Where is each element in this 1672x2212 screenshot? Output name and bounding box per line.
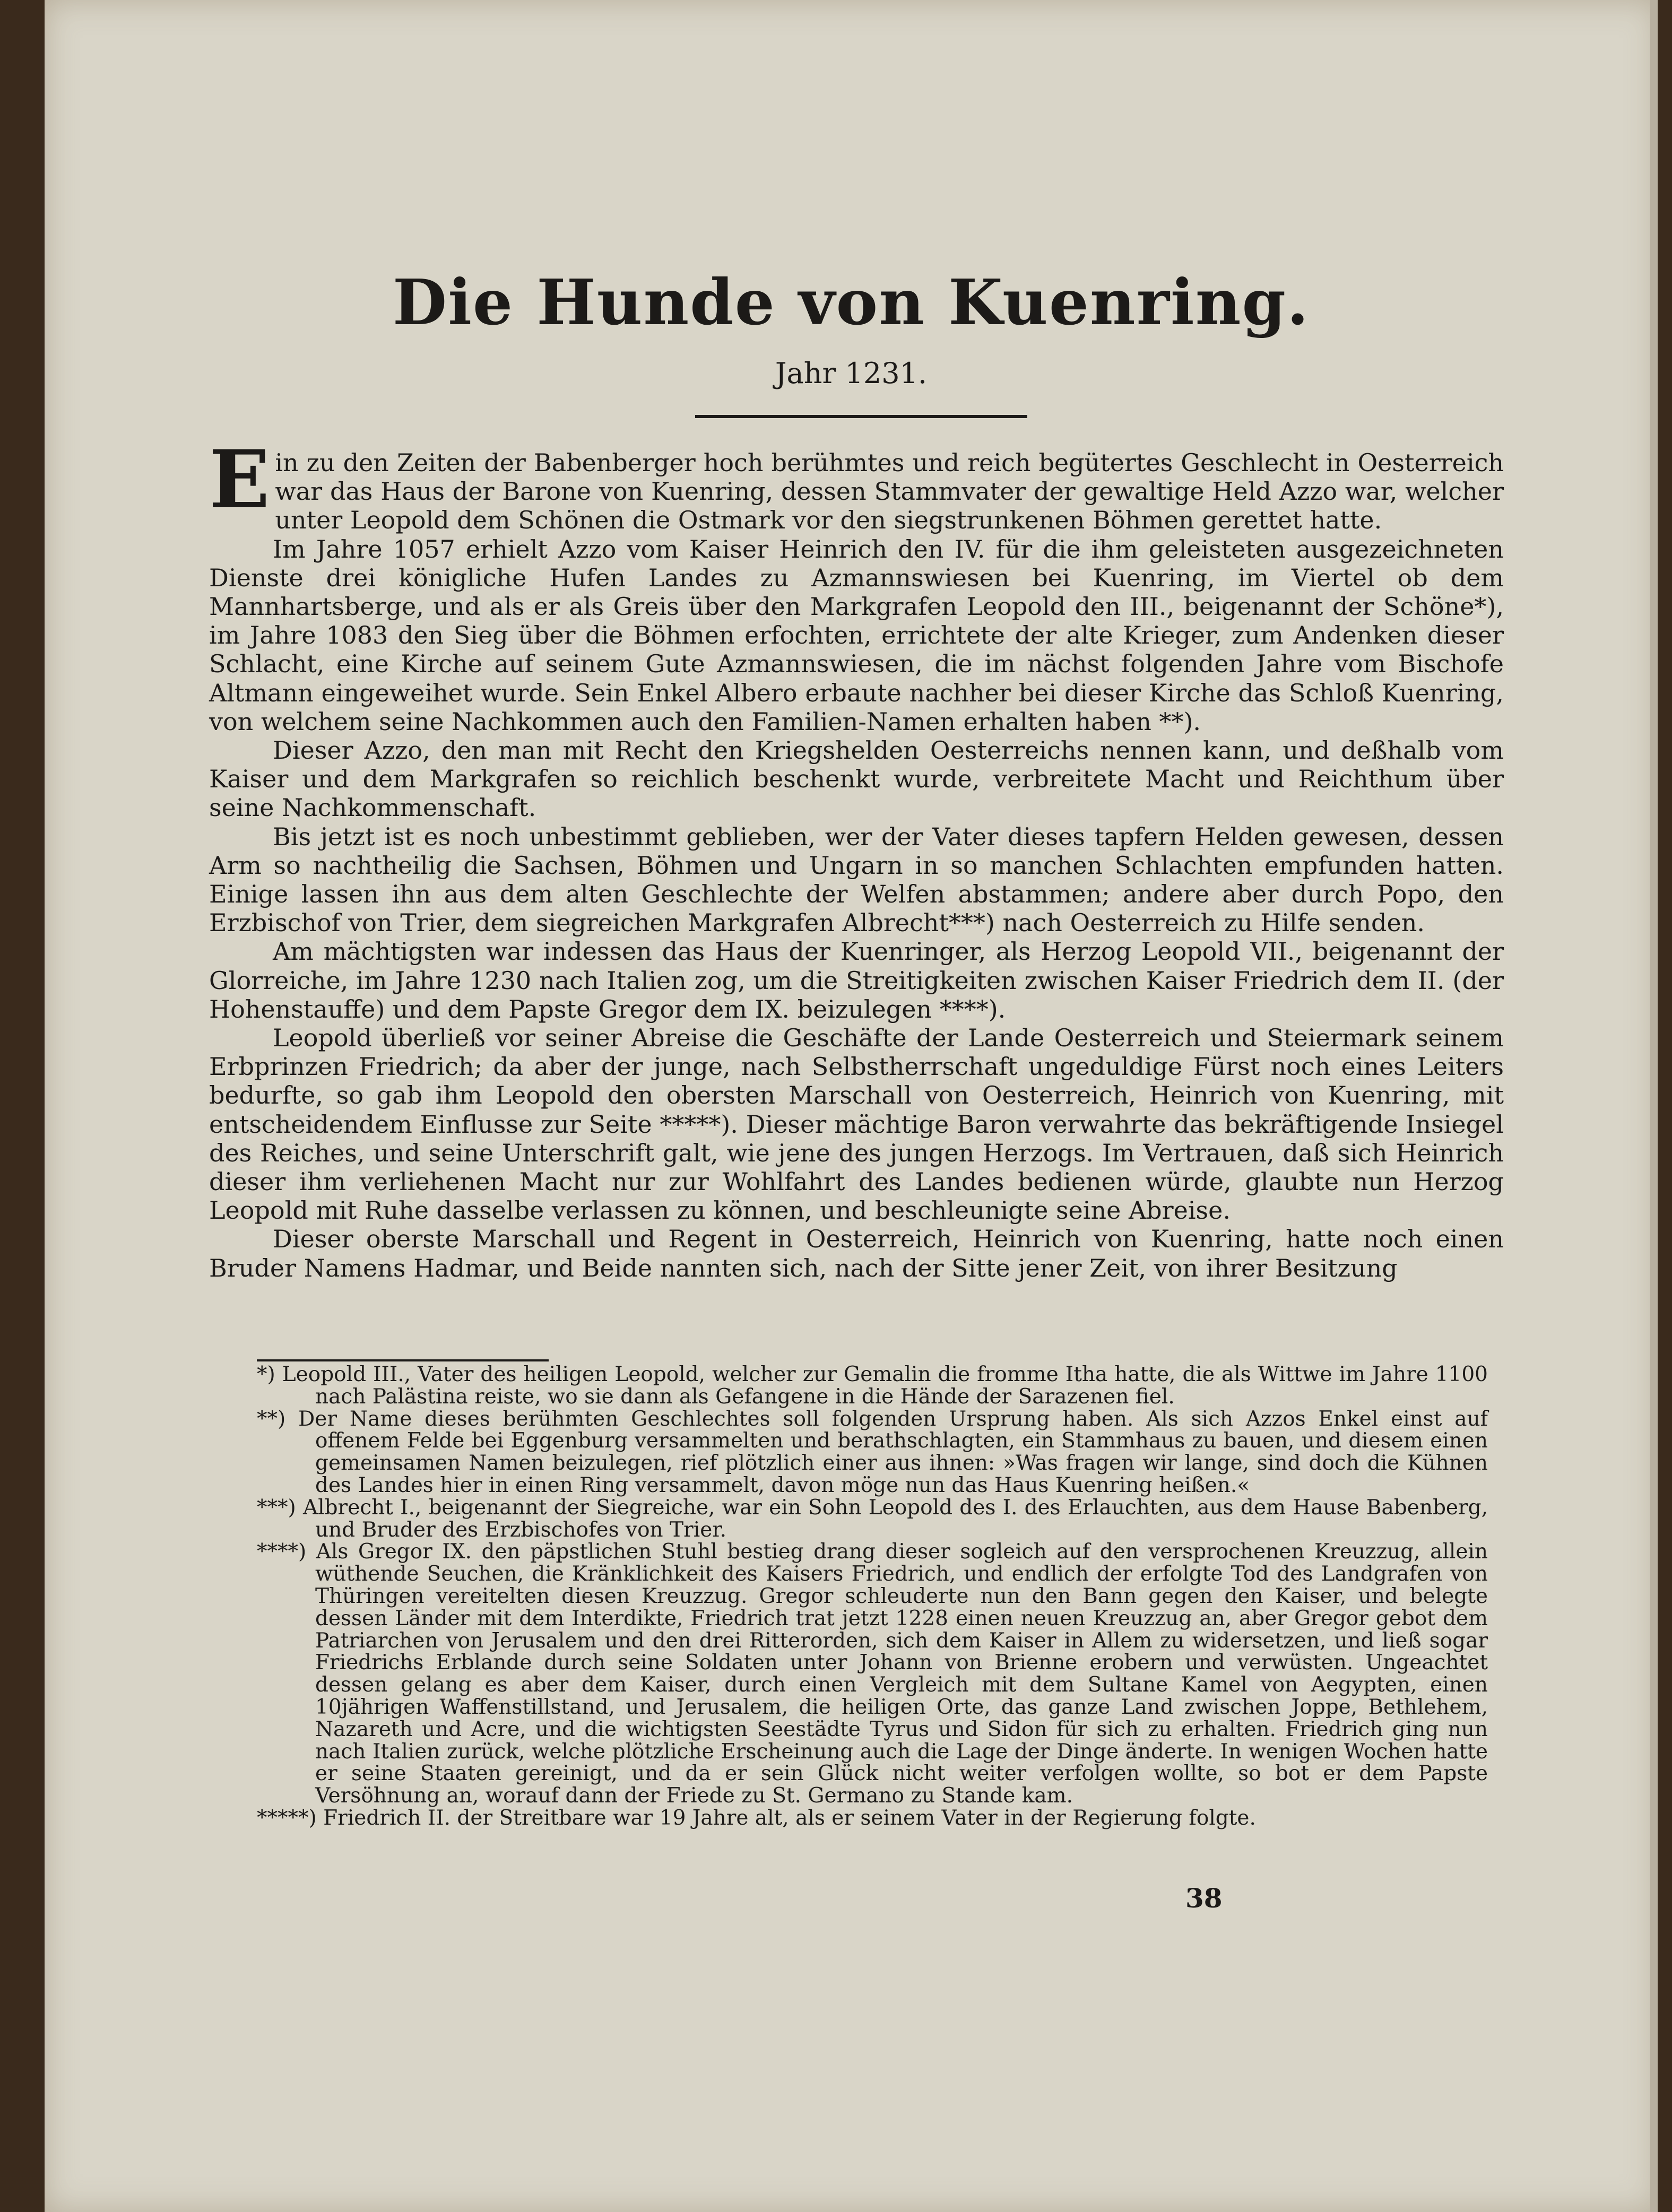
page-fold xyxy=(1650,0,1658,2212)
drop-cap: E xyxy=(209,433,270,526)
year-subtitle: Jahr 1231. xyxy=(775,357,928,390)
paragraph: Dieser Azzo, den man mit Recht den Kriegshelden Oesterreichs nennen kann, und deßhalb vom Kaiser und dem Markgrafen so reichlich beschenkt wurde, verbreitete Macht und Reichthum über seine Nachkommenschaft. xyxy=(209,736,1504,822)
title-divider xyxy=(695,415,1027,418)
footnotes xyxy=(257,1364,1488,1829)
page-number: 38 xyxy=(1185,1883,1223,1914)
footnote: *) Leopold III., Vater des heiligen Leopold, welcher zur Gemalin die fromme Itha hatte, die als Wittwe im Jahre 1100 nach Palästina reiste, wo sie dann als Gefangene in die Hände der Sarazenen fiel. xyxy=(257,1363,1488,1409)
paragraph: Im Jahre 1057 erhielt Azzo vom Kaiser Heinrich den IV. für die ihm geleisteten ausgezeichneten Dienste drei königliche Hufen Landes zu Azmannswiesen bei Kuenring, im Viertel ob dem Mannhartsberge, und als er als Greis über den Markgrafen Leopold den III., beigenannt der Schöne*), im Jahre 1083 den Sieg über die Böhmen erfochten, errichtete der alte Krieger, zum Andenken dieser Schlacht, eine Kirche auf seinem Gute Azmannswiesen, die im nächst folgenden Jahre vom Bischofe Altmann eingeweihet wurde. Sein Enkel Albero erbaute nachher bei dieser Kirche das Schloß Kuenring, von welchem seine Nachkommen auch den Familien-Namen erhalten haben **). xyxy=(209,534,1504,736)
paragraph: Dieser oberste Marschall und Regent in Oesterreich, Heinrich von Kuenring, hatte noch einen Bruder Namens Hadmar, und Beide nannten sich, nach der Sitte jener Zeit, von ihrer Besitzung xyxy=(209,1225,1504,1282)
footnote: *****) Friedrich II. der Streitbare war 19 Jahre alt, als er seinem Vater in der Regierung folgte. xyxy=(257,1806,1256,1830)
paragraph: Ein zu den Zeiten der Babenberger hoch berühmtes und reich begütertes Geschlecht in Oesterreich war das Haus der Barone von Kuenring, dessen Stammvater der gewaltige Held Azzo war, welcher unter Leopold dem Schönen die Ostmark vor den siegstrunkenen Böhmen gerettet hatte. xyxy=(209,433,1504,535)
footnote: ****) Als Gregor IX. den päpstlichen Stuhl bestieg drang dieser sogleich auf den versprochenen Kreuzzug, allein wüthende Seuchen, die Kränklichkeit des Kaisers Friedrich, und endlich der erfolgte Tod des Landgrafen von Thüringen vereitelten diesen Kreuzzug. Gregor schleuderte nun den Bann gegen den Kaiser, und belegte dessen Länder mit dem Interdikte, Friedrich trat jetzt 1228 einen neuen Kreuzzug an, aber Gregor gebot dem Patriarchen von Jerusalem und den drei Ritterorden, sich dem Kaiser in Allem zu widersetzen, und ließ sogar Friedrichs Erblande durch seine Soldaten unter Johann von Brienne erobern und verwüsten. Ungeachtet dessen gelang es aber dem Kaiser, durch einen Vergleich mit dem Sultane Kamel von Aegypten, einen 10jährigen Waffenstillstand, und Jerusalem, die heiligen Orte, das ganze Land zwischen Joppe, Bethlehem, Nazareth und Acre, und die wichtigsten Seestädte Tyrus und Sidon für sich zu erhalten. Friedrich ging nun nach Italien zurück, welche plötzliche Erscheinung auch die Lage der Dinge änderte. In wenigen Wochen hatte er seine Staaten gereinigt, und da er sein Glück nicht weiter verfolgen wollte, so bot er dem Papste Versöhnung an, worauf dann der Friede zu St. Germano zu Stande kam. xyxy=(257,1540,1488,1808)
paragraph: Leopold überließ vor seiner Abreise die Geschäfte der Lande Oesterreich und Steiermark seinem Erbprinzen Friedrich; da aber der junge, nach Selbstherrschaft ungeduldige Fürst noch eines Leiters bedurfte, so gab ihm Leopold den obersten Marschall von Oesterreich, Heinrich von Kuenring, mit entscheidendem Einflusse zur Seite *****). Dieser mächtige Baron verwahrte das bekräftigende Insiegel des Reiches, und seine Unterschrift galt, wie jene des jungen Herzogs. Im Vertrauen, daß sich Heinrich dieser ihm verliehenen Macht nur zur Wohlfahrt des Landes bedienen würde, glaubte nun Herzog Leopold mit Ruhe dasselbe verlassen zu können, und beschleunigte seine Abreise. xyxy=(209,1023,1504,1225)
paragraph: Am mächtigsten war indessen das Haus der Kuenringer, als Herzog Leopold VII., beigenannt der Glorreiche, im Jahre 1230 nach Italien zog, um die Streitigkeiten zwischen Kaiser Friedrich dem II. (der Hohenstauffe) und dem Papste Gregor dem IX. beizulegen ****). xyxy=(209,937,1504,1023)
body-text xyxy=(209,433,1504,1282)
footnote-divider xyxy=(257,1359,549,1361)
page-title: Die Hunde von Kuenring. xyxy=(392,265,1310,339)
book-page xyxy=(45,0,1658,2212)
footnote: ***) Albrecht I., beigenannt der Siegreiche, war ein Sohn Leopold des I. des Erlauchten, aus dem Hause Babenberg, und Bruder des Erzbischofes von Trier. xyxy=(257,1495,1488,1542)
footnote: **) Der Name dieses berühmten Geschlechtes soll folgenden Ursprung haben. Als sich Azzos Enkel einst auf offenem Felde bei Eggenburg versammelten und berathschlagten, ein Stammhaus zu bauen, und diesem einen gemeinsamen Namen beizulegen, rief plötzlich einer aus ihnen: »Was fragen wir lange, sind doch die Kühnen des Landes hier in einen Ring versammelt, davon möge nun das Haus Kuenring heißen.« xyxy=(257,1407,1488,1497)
paragraph: Bis jetzt ist es noch unbestimmt geblieben, wer der Vater dieses tapfern Helden gewesen, dessen Arm so nachtheilig die Sachsen, Böhmen und Ungarn in so manchen Schlachten empfunden hatten. Einige lassen ihn aus dem alten Geschlechte der Welfen abstammen; andere aber durch Popo, den Erzbischof von Trier, dem siegreichen Markgrafen Albrecht***) nach Oesterreich zu Hilfe senden. xyxy=(209,822,1504,938)
